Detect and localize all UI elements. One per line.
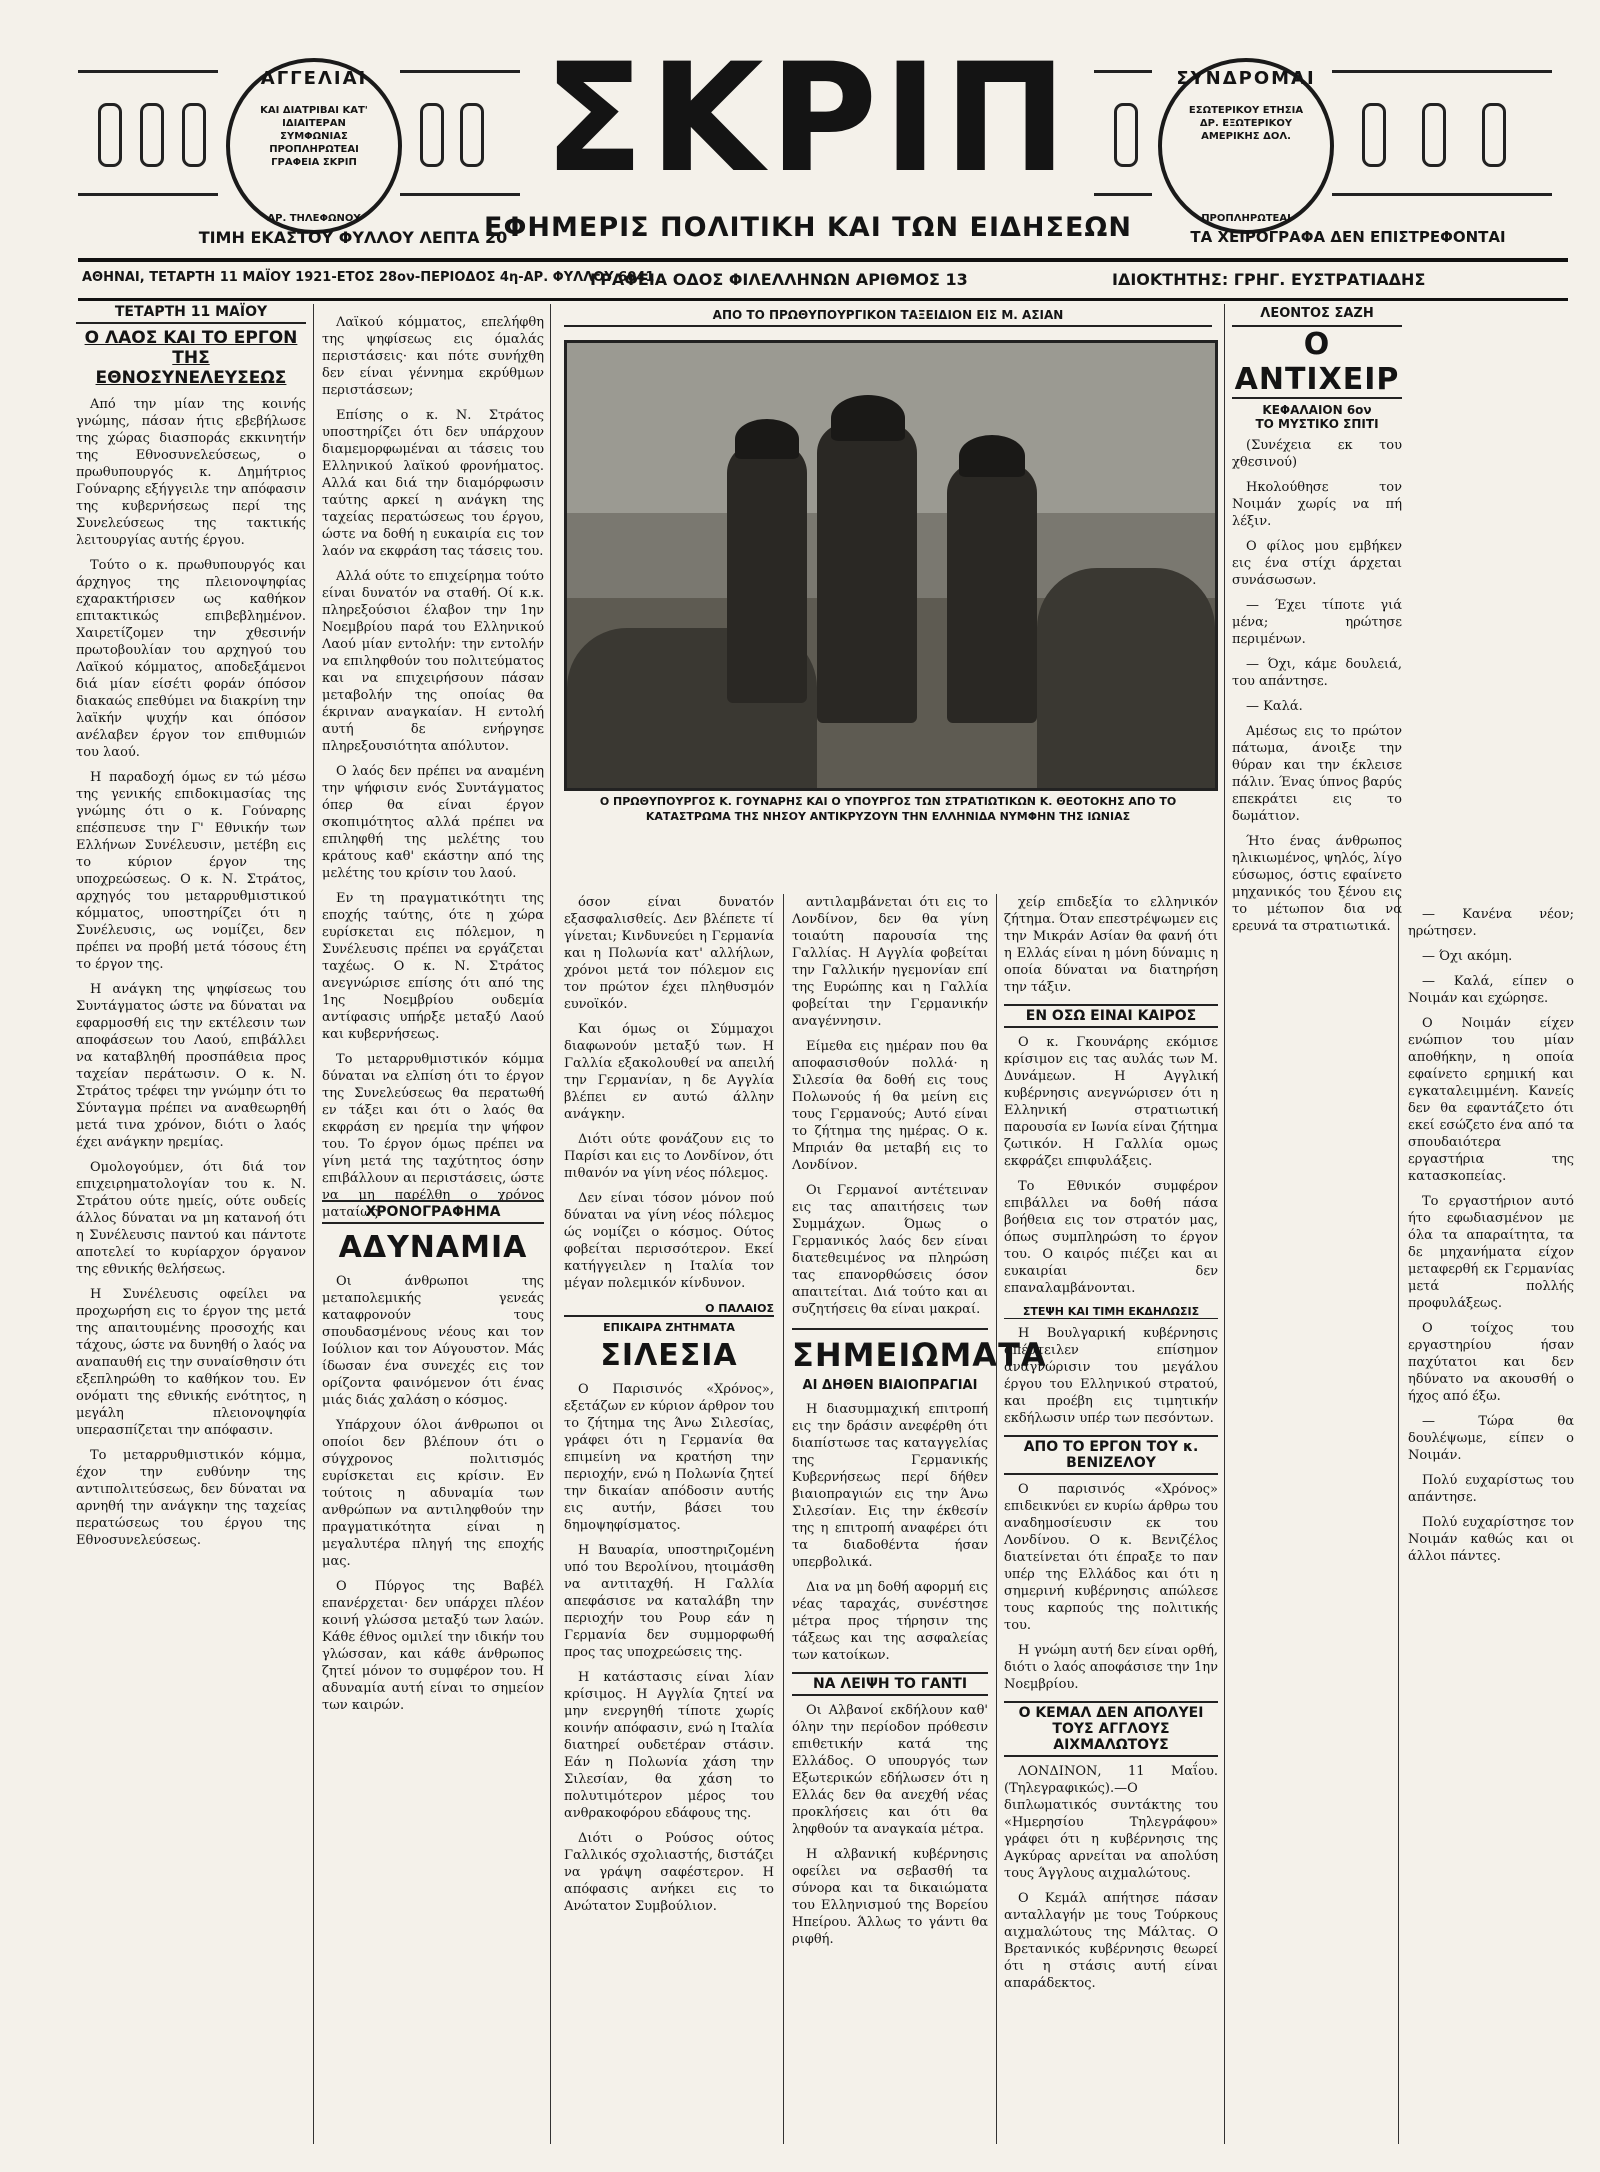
issue-date: ΑΘΗΝΑΙ, ΤΕΤΑΡΤΗ 11 ΜΑΪΟΥ 1921-ΕΤΟΣ 28ον-ΠΕΡΙΟΔΟΣ 4η-ΑΡ. ΦΥΛΛΟΥ 6041 <box>82 270 655 285</box>
masthead <box>28 14 1572 247</box>
paragraph: Το εργαστήριον αυτό ήτο εφωδιασμένον με όλα τα απαραίτητα, τα δε μηχανήματα είχον μεταφερθή εκ Γερμανίας μετά πολλής προφυλάξεως. <box>1408 1194 1574 1311</box>
office-address: ΓΡΑΦΕΙΑ ΟΔΟΣ ΦΙΛΕΛΛΗΝΩΝ ΑΡΙΘΜΟΣ 13 <box>590 270 968 289</box>
paragraph: Τούτο ο κ. πρωθυπουργός και άρχηγος της πλειονοψηφίας εχαρακτήρισεν ως καθήκον επιτακτικώς επιβεβλημένον. Χαιρετίζομεν την χθεσινήν πρωτοβουλίαν του αρχηγού του Λαϊκού κόμματος, αποδεξάμενοι διά μίαν είσέτι φοράν όπόσον διακαώς επεθύμει να διακρίνη την λαϊκήν ψυχήν και όπόσον ανέλαβεν έργον τον επιθυμιών του λαού. <box>76 558 306 760</box>
paragraph: ΛΟΝΔΙΝΟΝ, 11 Μαΐου. (Τηλεγραφικώς).—Ο διπλωματικός συντάκτης του «Ημερησίου Τηλεγράφου» γράφει ότι η κυβέρνησις της Αγκύρας αρνείται να απολύση τους Άγγλους αιχμαλώτους. <box>1004 1764 1218 1881</box>
paragraph: Το μεταρρυθμιστικόν κόμμα, έχον την ευθύνην της αντιπολιτεύσεως, δεν δύναται να αρνηθή την ανάγκην της ταχείας περατώσεως του έργου της Εθνοσυνελεύσεως. <box>76 1448 306 1548</box>
seal-text: ΚΑΙ ΔΙΑΤΡΙΒΑΙ ΚΑΤ' ΙΔΙΑΙΤΕΡΑΝ ΣΥΜΦΩΝΙΑΣ ΠΡΟΠΛΗΡΩΤΕΑΙ ΓΡΑΦΕΙΑ ΣΚΡΙΠ <box>260 105 368 168</box>
column-4 <box>792 894 1047 1956</box>
serial-title: Ο ΑΝΤΙΧΕΙΡ <box>1232 325 1402 399</box>
seal-footer: ΠΡΟΠΛΗΡΩΤΕΑΙ <box>1201 213 1291 224</box>
paragraph: Από την μίαν της κοινής γνώμης, πάσαν ήτις εβεβήλωσε της χώρας διασποράς εκκινητήν της Εθνοσυνελεύσεως, ο πρωθυπουργός κ. Δημήτριος Γούναρης εξήγγειλε την απόφασιν της κυβερνήσεως περί της Συνελεύσεως της τακτικής λειτουργίας αυτής έργου. <box>76 397 306 548</box>
paragraph: Ο τοίχος του εργαστηρίου ήσαν παχύτατοι και δεν ηδύνατο να ακουσθή ο ήχος από έξω. <box>1408 1321 1574 1404</box>
subscription-seal <box>1158 58 1334 234</box>
paragraph: Αμέσως εις το πρώτον πάτωμα, άνοιξε την θύραν και την έκλεισε πάλιν. Ένας ύπνος βαρύς επεκράτει εις το δωμάτιον. <box>1232 724 1402 824</box>
paragraph: Η Βουλγαρική κυβέρνησις απέστειλεν επίσημον αναγνώρισιν του μεγάλου έργου του Ελληνικού στρατού, και προέβη εις τιμητικήν εκδήλωσιν υπέρ των πεσόντων. <box>1004 1326 1218 1426</box>
paragraph: Ήτο ένας άνθρωπος ηλικιωμένος, ψηλός, λίγο εύσωμος, όστις εφαίνετο μηχανικός του ξένου εις το μέτωπον δια να ερευνά τα στρατιωτικά. <box>1232 834 1402 934</box>
paragraph: — Όχι, κάμε δουλειά, του απάντησε. <box>1232 657 1402 689</box>
paragraph: αντιλαμβάνεται ότι εις το Λονδίνον, δεν θα γίνη τοιαύτη παρουσία της Γαλλίας. Η Αγγλία φοβείται την Γαλλικήν ηγεμονίαν επί της Ευρώπης και η Γαλλία φοβείται την Γερμανικήν αναγέννησιν. <box>792 895 988 1029</box>
paragraph: όσον είναι δυνατόν εξασφαλισθείς. Δεν βλέπετε τί γίνεται; Κινδυνεύει η Γερμανία και η Πολωνία κατ' αλλήλων, χρόνοι μετά τον πόλεμον εις τον πρώτον έχει πληθυσμόν ευνοϊκόν. <box>564 895 774 1012</box>
section-subhead: ΝΑ ΛΕΙΨΗ ΤΟ ΓΑΝΤΙ <box>792 1672 988 1696</box>
paragraph: Το μεταρρυθμιστικόν κόμμα δύναται να ελπίση ότι το έργον της Συνελεύσεως θα περατωθή εν τάξει και ότι ο λαός θα εκφράση εν ηρεμία την ψήφον του. Το έργον όμως πρέπει να γίνη μετά της ταχύτητος όσην επιβάλλουν αι περιστάσεις, ώστε να μη παρέλθη ο χρόνος ματαίως. <box>322 1052 544 1220</box>
paragraph: Η γνώμη αυτή δεν είναι ορθή, διότι ο λαός αποφάσισε την 1ην Νοεμβρίου. <box>1004 1643 1218 1692</box>
paragraph: Δεν είναι τόσον μόνον πού δύναται να γίνη νέος πόλεμος ώς νομίζει ο κόσμος. Ούτος φοβείται περισσότερον. Εκεί κατήγγειλεν η Ιταλία τον μέγαν πολεμικόν κίνδυνον. <box>564 1191 774 1291</box>
paragraph: Επίσης ο κ. Ν. Στράτος υποστηρίζει ότι δεν υπάρχουν διαμεμορφωμέναι αι τάσεις του Ελληνικού λαϊκού φρονήματος. Αλλά και διά την διαμόρφωσιν ταύτης αρκεί η ανάγκη της ταχείας περατώσεως του έργου, ώστε να δοθή η ευκαιρία εις τον λαόν να εκφράση τας τάσεις του. <box>322 408 544 559</box>
author-byline: Ο ΠΑΛΑΙΟΣ <box>564 1302 774 1317</box>
paragraph: (Συνέχεια εκ του χθεσινού) <box>1232 438 1402 470</box>
paragraph: Πολύ ευχαρίστησε τον Νοιμάν καθώς και οι άλλοι πάντες. <box>1408 1515 1574 1564</box>
paragraph: χείρ επιδεξία το ελληνικόν ζήτημα. Όταν επεστρέψωμεν εις την Μικράν Ασίαν θα φανή ότι η Ελλάς είναι η μόνη δύναμις η οποία δύναται να διατηρήση την τάξιν. <box>1004 895 1218 995</box>
ornament-right <box>1332 70 1552 196</box>
column-rule <box>1398 894 1399 2144</box>
serial-author: ΛΕΟΝΤΟΣ ΣΑΖΗ <box>1260 306 1374 321</box>
column-rule <box>1224 304 1225 2144</box>
paragraph: Ο Παρισινός «Χρόνος», εξετάζων εν κύριον άρθρον του το ζήτημα της Άνω Σιλεσίας, γράφει ότι η Γερμανία θα επιμείνη να κρατήση την περιοχήν, ενώ η Πολωνία ζητεί την δικαίαν απόδοσιν αυτής εις αυτήν, βάσει του δημοψηφίσματος. <box>564 1382 774 1533</box>
paragraph: Εν τη πραγματικότητι της εποχής ταύτης, ότε η χώρα ευρίσκεται εις πόλεμον, η Συνέλευσις πρέπει να εργάζεται ταχέως. Ο κ. Ν. Στράτος ανεγνώρισε επίσης ότι από της 1ης Νοεμβρίου ουδεμία αντίφασις υπήρξε μεταξύ Λαού και κυβερνήσεως. <box>322 891 544 1042</box>
section-subhead: ΣΤΕΨΗ ΚΑΙ ΤΙΜΗ ΕΚΔΗΛΩΣΙΣ <box>1004 1305 1218 1319</box>
issue-price: ΤΙΜΗ ΕΚΑΣΤΟΥ ΦΥΛΛΟΥ ΛΕΠΤΑ 20 <box>198 228 508 247</box>
paragraph: Οι άνθρωποι της μεταπολεμικής γενεάς καταφρονούν τους σπουδασμένους νέους και τον Ιούλιον και τον Αύγουστον. Μάς ίδωσαν ένα συνεχές εις τον ορίζοντα φαινόμενον ότι ένας μιάς διάς χαλάση ο κόσμος. <box>322 1274 544 1408</box>
seal-footer: ΑΡ. ΤΗΛΕΦΩΝΟΥ <box>267 213 361 224</box>
section-label: ΧΡΟΝΟΓΡΑΦΗΜΑ <box>322 1200 544 1224</box>
paragraph: Διότι ο Ρούσος ούτος Γαλλικός σχολιαστής, διστάζει να γράψη σαφέστερον. Η απόφασις ανήκει εις το Ανώτατον Συμβούλιον. <box>564 1831 774 1914</box>
article-date: ΤΕΤΑΡΤΗ 11 ΜΑΪΟΥ <box>76 304 306 324</box>
serial-novel <box>1232 306 1402 943</box>
section-title: ΣΗΜΕΙΩΜΑΤΑ <box>792 1328 988 1374</box>
paragraph: Η παραδοχή όμως εν τώ μέσω της γενικής επιδοκιμασίας της γνώμης ότι ο κ. Γούναρης επέσπευσε την Γ' Εθνικήν των Ελλήνων Συνέλευσιν, μετέβη εις το κύριον έργον της υποχρεώσεως. Ο κ. Ν. Στράτος, αρχηγός του μεταρρυθμιστικού κόμματος, υποστηρίζει ότι η Συνέλευσις, ως νομίζει, δεν πρέπει να προβή μετά τόσους έτη το έργον της. <box>76 770 306 972</box>
section-title: ΑΔΥΝΑΜΙΑ <box>338 1230 528 1265</box>
paragraph: Ο λαός δεν πρέπει να αναμένη την ψήφισιν ενός Συντάγματος όπερ θα είναι έργον σκοπιμότητος αλλά πρέπει να επιληφθή της μελέτης του κράτους καθ' εκάστην από της μελέτης του κρίσιν του λαού. <box>322 764 544 881</box>
paragraph: Ο φίλος μου εμβήκεν εις ένα στίχι άρχεται συνάσωσων. <box>1232 539 1402 588</box>
section-subhead: ΑΠΟ ΤΟ ΕΡΓΟΝ ΤΟΥ κ. ΒΕΝΙΖΕΛΟΥ <box>1004 1435 1218 1475</box>
ornament-left-inner <box>400 70 520 196</box>
column-rule <box>996 894 997 2144</box>
paragraph: Διότι ούτε φονάζουν εις το Παρίσι και εις το Λονδίνον, ότι πιθανόν να γίνη νέος πόλεμος. <box>564 1132 774 1181</box>
lead-headline: Ο ΛΑΟΣ ΚΑΙ ΤΟ ΕΡΓΟΝ ΤΗΣ ΕΘΝΟΣΥΝΕΛΕΥΣΕΩΣ <box>84 328 298 388</box>
paragraph: Ο Νοιμάν είχεν ενώπιον του μίαν αποθήκην, η οποία εφαίνετο ερημική και εγκαταλειμμένη. Κανείς δεν θα εφαντάζετο ότι εκεί εσώζετο ένα από τα σπουδαιότερα εργαστήρια της κατασκοπείας. <box>1408 1016 1574 1184</box>
paragraph: Η κατάστασις είναι λίαν κρίσιμος. Η Αγγλία ζητεί να μην ενεργηθή τίποτε χωρίς κοινήν απόφασιν, ενώ η Ιταλία διατηρεί ουδετέραν στάσιν. Εάν η Πολωνία χάση την Σιλεσίαν, θα χάση το πολυτιμότερον μέρος του ανθρακοφόρου εδάφους της. <box>564 1670 774 1821</box>
paragraph: — Όχι ακόμη. <box>1422 949 1513 964</box>
paragraph: Η Βαυαρία, υποστηριζομένη υπό του Βερολίνου, ητοιμάσθη να αντιταχθή. Η Γαλλία απεφάσισε να καταλάβη την περιοχήν του Ρουρ εάν η Γερμανία δεν συμμορφωθή προς τας υποχρεώσεις της. <box>564 1543 774 1660</box>
paragraph: Δια να μη δοθή αφορμή εις νέας ταραχάς, συνέστησε μέτρα προς τήρησιν της τάξεως και της ασφαλείας των κατοίκων. <box>792 1580 988 1663</box>
paragraph: Η Συνέλευσις οφείλει να προχωρήση εις το έργον της μετά της απαιτουμένης προσοχής και τάχους, ώστε να δυνηθή ο λαός να αναπαυθή εις την συναίσθησιν ότι εξεπληρώθη το καθήκον του. Εν ονόματι της εθνικής ενότητος, η μεγάλη πλειονοψηφία υπερασπίζεται την απόφασιν. <box>76 1287 306 1438</box>
newspaper-title: ΣΚΡΙΠ <box>543 32 1073 206</box>
column-3 <box>564 894 774 1923</box>
section-subhead: Ο ΚΕΜΑΛ ΔΕΝ ΑΠΟΛΥΕΙ ΤΟΥΣ ΑΓΓΛΟΥΣ ΑΙΧΜΑΛΩΤΟΥΣ <box>1004 1701 1218 1757</box>
paragraph: — Έχει τίποτε γιά μένα; ηρώτησε περιμένων. <box>1232 598 1402 647</box>
newspaper-subtitle: ΕΦΗΜΕΡΙΣ ΠΟΛΙΤΙΚΗ ΚΑΙ ΤΩΝ ΕΙΔΗΣΕΩΝ <box>484 212 1132 243</box>
serial-subtitle: ΤΟ ΜΥΣΤΙΚΟ ΣΠΙΤΙ <box>1255 417 1379 431</box>
paragraph: Αλλά ούτε το επιχείρημα τούτο είναι δυνατόν να σταθή. Οί κ.κ. πληρεξούσιοι έλαβον την 1ην Νοεμβρίου παρά του Ελληνικού Λαού μίαν εντολήν: την εντολήν να επιληφθούν του πολιτεύματος και να επιχειρήσουν πάσαν μεταβολήν της οποίας θα έκριναν αναγκαίαν. Η εντολή αυτή δε ενήργησε πληρεξουσιότητα απόλυτον. <box>322 569 544 754</box>
paragraph: — Τώρα θα δουλέψωμε, είπεν ο Νοιμάν. <box>1408 1414 1574 1463</box>
paragraph: Ο κ. Γκουνάρης εκόμισε κρίσιμον εις τας αυλάς των Μ. Δυνάμεων. Η Αγγλική κυβέρνησις ανεγνώρισεν ότι η Ελληνική στρατιωτική παρουσία εν Ιωνία είναι ζήτημα ζωτικόν. Η Γαλλία ομως εκφράζει επιφυλάξεις. <box>1004 1035 1218 1169</box>
paragraph: Ο Κεμάλ απήτησε πάσαν ανταλλαγήν με τους Τούρκους αιχμαλώτους της Μάλτας. Ο Βρετανικός κυβέρνησις θεωρεί ότι η στάσις αυτή είναι απαράδεκτος. <box>1004 1891 1218 1991</box>
column-chronografima <box>322 1194 544 1722</box>
advertising-seal <box>226 58 402 234</box>
photo-headline: ΑΠΟ ΤΟ ΠΡΩΘΥΠΟΥΡΓΙΚΟΝ ΤΑΞΕΙΔΙΟΝ ΕΙΣ Μ. ΑΣΙΑΝ <box>564 308 1212 327</box>
seal-title: ΑΓΓΕΛΙΑΙ <box>260 68 368 89</box>
lead-article-continued <box>322 314 544 1229</box>
section-title: ΣΙΛΕΣΙΑ <box>600 1338 738 1373</box>
paragraph: Η διασυμμαχική επιτροπή εις την δράσιν ανεφέρθη ότι διαπίστωσε τας καταγγελίας της Γερμανικής Κυβερνήσεως περί δήθεν βιαιοπραγιών εις την Άνω Σιλεσίαν. Εις την έκθεσίν της η επιτροπή αναφέρει ότι τα διαδοθέντα ήσαν υπερβολικά. <box>792 1402 988 1570</box>
paragraph: — Καλά, είπεν ο Νοιμάν και εχώρησε. <box>1408 974 1574 1006</box>
paragraph: Ομολογούμεν, ότι διά τον επιχειρηματολογίαν του κ. Ν. Στράτου ούτε ημείς, ούτε ουδείς άλλος δύναται να μη κατανοή ότι η Συνέλευσις παντού και πάντοτε αποτελεί το κυρίαρχον όργανον της εθνικής θελήσεως. <box>76 1160 306 1277</box>
paragraph: Η ανάγκη της ψηφίσεως του Συντάγματος ώστε να δύναται να εφαρμοσθή εις την εκτέλεσιν των αποφάσεων του Λαού, επιβάλλει να καταβληθή προσπάθεια προς ταχείαν περάτωσιν. Ο κ. Ν. Στράτος τρέφει την γνώμην ότι το Σύνταγμα πρέπει να αναθεωρηθή μετά τινα χρόνον, διότι ο λαός έχει ανάγκην ηρεμίας. <box>76 982 306 1150</box>
column-5 <box>1004 894 1218 2000</box>
paragraph: Πολύ ευχαρίστως του απάντησε. <box>1408 1473 1574 1505</box>
dateline-bar <box>78 258 1568 301</box>
paragraph: Ηκολούθησε τον Νοιμάν χωρίς να πή λέξιν. <box>1232 480 1402 529</box>
paragraph: Λαϊκού κόμματος, επελήφθη της ψηφίσεως εις όμαλάς περιστάσεις· και πότε συνήχθη δεν είναι γέννημα εκρύθμων περιστάσεων; <box>322 315 544 398</box>
section-subtitle: ΑΙ ΔΗΘΕΝ ΒΙΑΙΟΠΡΑΓΙΑΙ <box>802 1378 978 1393</box>
paragraph: Και όμως οι Σύμμαχοι διαφωνούν μεταξύ των. Η Γαλλία εξακολουθεί να απειλή την Γερμανίαν, η δε Αγγλία βλέπει εν αυτώ άλλην ανάγκην. <box>564 1022 774 1122</box>
photo-header <box>564 308 1212 327</box>
manuscripts-note: ΤΑ ΧΕΙΡΟΓΡΑΦΑ ΔΕΝ ΕΠΙΣΤΡΕΦΟΝΤΑΙ <box>1190 228 1506 246</box>
seal-title: ΣΥΝΔΡΟΜΑΙ <box>1176 68 1316 89</box>
paragraph: Οι Αλβανοί εκδήλουν καθ' όλην την περίοδον πρόθεσιν επιθετικήν κατά της Ελλάδος. Ο υπουργός των Εξωτερικών εδήλωσεν ότι η Ελλάς δεν θα ανεχθή νέας προκλήσεις και ότι θα ληφθούν τα αναγκαία μέτρα. <box>792 1703 988 1837</box>
ornament-right-inner <box>1094 70 1152 196</box>
column-rule <box>550 304 551 2144</box>
seal-text: ΕΣΩΤΕΡΙΚΟΥ ΕΤΗΣΙΑ ΔΡ. ΕΞΩΤΕΡΙΚΟΥ ΑΜΕΡΙΚΗΣ ΔΟΛ. <box>1188 105 1304 142</box>
column-rule <box>313 304 314 2144</box>
paragraph: — Καλά. <box>1246 699 1303 714</box>
lead-article <box>76 304 306 1557</box>
paragraph: Το Εθνικόν συμφέρον επιβάλλει να δοθή πάσα βοήθεια εις τον στρατόν μας, όπως συμπληρώση το έργον του. Ο καιρός πιέζει και αι ευκαιρίαι δεν επαναλαμβάνονται. <box>1004 1179 1218 1296</box>
paragraph: Υπάρχουν όλοι άνθρωποι οι οποίοι δεν βλέπουν ότι ο σύγχρονος πολιτισμός ευρίσκεται εις κρίσιν. Εν τούτοις η αδυναμία των ανθρώπων να αντιληφθούν την πραγματικότητα είναι η μεγαλυτέρα πληγή της εποχής μας. <box>322 1418 544 1569</box>
photo-caption: Ο ΠΡΩΘΥΠΟΥΡΓΟΣ Κ. ΓΟΥΝΑΡΗΣ ΚΑΙ Ο ΥΠΟΥΡΓΟΣ ΤΩΝ ΣΤΡΑΤΙΩΤΙΚΩΝ Κ. ΘΕΟΤΟΚΗΣ ΑΠΟ ΤΟ ΚΑΤΑΣΤΡΩΜΑ ΤΗΣ ΝΗΣΟΥ ΑΝΤΙΚΡΥΖΟΥΝ ΤΗΝ ΕΛΛΗΝΙΔΑ ΝΥΜΦΗΝ ΤΗΣ ΙΩΝΙΑΣ <box>599 795 1177 823</box>
owner-line: ΙΔΙΟΚΤΗΤΗΣ: ΓΡΗΓ. ΕΥΣΤΡΑΤΙΑΔΗΣ <box>1112 270 1426 289</box>
section-label: ΕΠΙΚΑΙΡΑ ΖΗΤΗΜΑΤΑ <box>603 1321 735 1334</box>
section-subhead: ΕΝ ΟΣΩ ΕΙΝΑΙ ΚΑΙΡΟΣ <box>1004 1004 1218 1028</box>
news-photo <box>564 340 1218 791</box>
paragraph: Οι Γερμανοί αντέτειναν εις τας απαιτήσεις των Συμμάχων. Όμως ο Γερμανικός λαός δεν είναι διατεθειμένος να πληρώση τας επανορθώσεις όσον απαιτείται. Διά τούτο και αι συζητήσεις θα είναι μακραί. <box>792 1183 988 1317</box>
column-rule <box>783 894 784 2144</box>
serial-chapter: ΚΕΦΑΛΑΙΟΝ 6ον <box>1262 403 1372 417</box>
paragraph: Ο Πύργος της Βαβέλ επανέρχεται· δεν υπάρχει πλέον κοινή γλώσσα μεταξύ των λαών. Κάθε έθνος ομιλεί την ιδικήν του γλώσσαν, και κάθε άνθρωπος ζητεί μόνον το συμφέρον του. Η αδυναμία αυτή είναι το σημείον των καιρών. <box>322 1579 544 1713</box>
paragraph: Ο παρισινός «Χρόνος» επιδεικνύει εν κυρίω άρθρω του αναδημοσίευσιν εκ του Λονδίνου. Ο κ. Βενιζέλος διατείνεται ότι έπραξε το παν υπέρ της Ελλάδος και ότι η σημερινή κυβέρνησις απώλεσε τους καρπούς της πολιτικής του. <box>1004 1482 1218 1633</box>
paragraph: — Κανένα νέον; ηρώτησεν. <box>1408 907 1574 939</box>
ornament-left <box>78 70 218 196</box>
serial-novel-continued <box>1408 906 1574 1573</box>
paragraph: Είμεθα εις ημέραν που θα αποφασισθούν πολλά· η Σιλεσία θα δοθή εις τους Πολωνούς ή θα μείνη εις τους Γερμανούς; Αυτό είναι το ζήτημα της ημέρας. Ο κ. Μπριάν θα μεταβή εις το Λονδίνον. <box>792 1039 988 1173</box>
paragraph: Η αλβανική κυβέρνησις οφείλει να σεβασθή τα σύνορα και τα δικαιώματα του Ελληνισμού της Βορείου Ηπείρου. Άλλως το γάντι θα ριφθή. <box>792 1847 988 1947</box>
